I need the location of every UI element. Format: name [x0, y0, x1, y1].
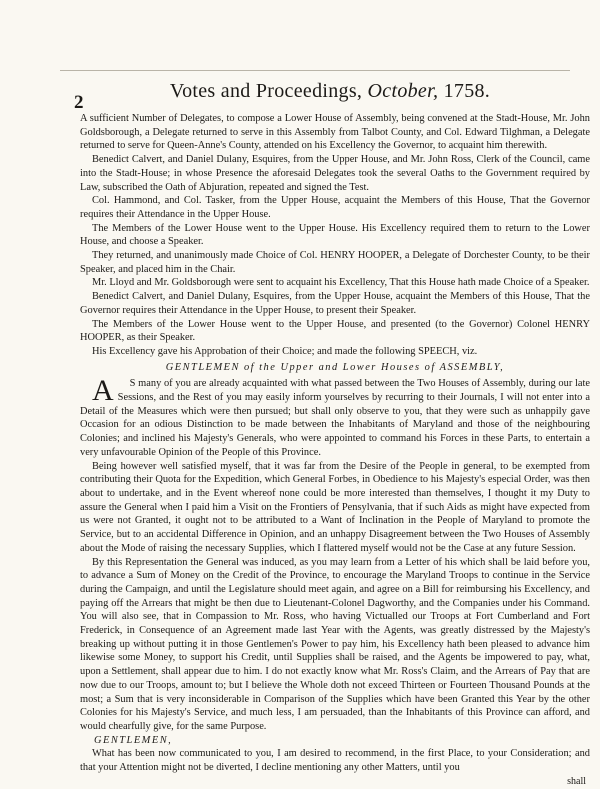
catchword: shall: [567, 776, 586, 787]
speech-first-text: S many of you are already acquainted with what passed between the Two Houses of Assembly, during our late Sessions, and the Rest of you may easily inform yourselves by recurring to their Journals, I will not enter into a Detail of the Measures which were then pursued; but shall only observe to you, that they were such as unhappily gave Occasion for an odious Distinction to be made between the Inhabitants of Maryland and those of the neighbouring Colonies; and inclined his Majesty's Generals, who were appointed to command his Forces in these Parts, to entertain a very unfavourable Opinion of the People of this Province.: [80, 378, 590, 458]
drop-cap: A: [92, 374, 114, 408]
title-month: October,: [367, 80, 439, 102]
paragraph: The Members of the Lower House went to the Upper House, and presented (to the Governor) Colonel HENRY HOOPER, as their Speaker.: [80, 318, 590, 344]
title-prefix: Votes and Proceedings,: [169, 80, 363, 102]
paragraph: Col. Hammond, and Col. Tasker, from the Upper House, acquaint the Members of this House, That the Governor requires their Attendance in the Upper House.: [80, 195, 590, 220]
speech-closing-paragraph: What has been now communicated to you, I am desired to recommend, in the first Place, to your Consideration; and that your Attention might not be diverted, I decline mentioning any other Matters, until you: [80, 748, 590, 774]
paragraph: Benedict Calvert, and Daniel Dulany, Esquires, from the Upper House, and Mr. John Ross, Clerk of the Council, came into the Stadt-House; in whose Presence the aforesaid Delegates took the several Oaths to the Government required by Law, subscribed the Oath of Abjuration, repeated and signed the Test.: [80, 154, 590, 193]
paragraph: Mr. Lloyd and Mr. Goldsborough were sent to acquaint his Excellency, That this House hath made Choice of a Speaker.: [92, 277, 590, 289]
paragraph: The Members of the Lower House went to the Upper House. His Excellency required them to return to the Lower House, and choose a Speaker.: [80, 222, 590, 248]
speech-subheading: GENTLEMEN,: [94, 734, 173, 746]
body-text: [80, 112, 590, 775]
speech-first-paragraph: [80, 374, 590, 459]
running-head: [150, 80, 510, 103]
paragraph: His Excellency gave his Approbation of their Choice; and made the following SPEECH, viz.: [92, 345, 478, 357]
paragraph: A sufficient Number of Delegates, to compose a Lower House of Assembly, being convened at the Stadt-House, Mr. John Goldsborough, a Delegate returned to serve in this Assembly from Talbot County, and Col. Edward Tilghman, a Delegate returned to serve for Queen-Anne's County, attended on his Excellency the Governor, to acquaint him therewith.: [80, 113, 590, 152]
paragraph: Benedict Calvert, and Daniel Dulany, Esquires, from the Upper House, acquaint the Members of this House, That the Governor requires their Attendance in the Upper House, to present their Speaker.: [80, 291, 590, 316]
page-number: 2: [74, 92, 84, 113]
speech-paragraph: By this Representation the General was induced, as you may learn from a Letter of his which shall be laid before you, to advance a Sum of Money on the Credit of the Province, to encourage the Maryland Troops to continue in the Service during the Campaign, and until the Legislature should meet again, and agree on a Bill for reimbursing his Excellency, and paying off the Arrears that might be then due to Lieutenant-Colonel Dagworthy, and the Companies under his Command. You will also see, that in Compassion to Mr. Ross, who having Victualled our Troops at Fort Cumberland and Fort Frederick, in Consequence of an Agreement made last Year with the Agents, was greatly distressed by the Majesty's breaking up without putting it in those Gentlemen's Power to pay him, his Excellency hath been pleased to advance him likewise some Money, to support his Credit, until Supplies shall be raised, and the Agents be impowered to pay, what, upon a Settlement, shall appear due to him. I do not exactly know what Mr. Ross's Claim, and the Arrears of Pay that are now due to our Troops, amount to; but I believe the Whole doth not exceed Thirteen or Fourteen Thousand Pounds at the most; a Sum that is very inconsiderable in Comparison of the Supplies which have been Granted this Year by the other Colonies for his Majesty's Service, and much less, I am persuaded, than the Inhabitants of this Province can afford, and would chearfully give, for the same Purpose.: [80, 556, 590, 732]
paragraph: They returned, and unanimously made Choice of Col. HENRY HOOPER, a Delegate of Dorchester County, to be their Speaker, and placed him in the Chair.: [80, 250, 590, 275]
title-year: 1758.: [443, 80, 491, 102]
speech-address: GENTLEMEN of the Upper and Lower Houses of ASSEMBLY,: [165, 361, 505, 373]
speech-paragraph: Being however well satisfied myself, that it was far from the Desire of the People in general, to be exempted from contributing their Quota for the Expedition, which General Forbes, in Obedience to his Majesty's especial Order, was then about to undertake, and in the Event whereof none could be more interested than themselves, I thought it my Duty to assure the General when I paid him a Visit on the Frontiers of Pensylvania, that if such Aids as might have expected from us were not Granted, it ought not to be attributed to a Want of Inclination in the People of Maryland to promote the Service, but to an accidental Difference in Opinion, and an unhappy Disagreement between the Two Houses of Assembly about the Mode of raising the necessary Supplies, which I flattered myself would not be the Case at any future Session.: [80, 460, 590, 554]
top-rule: [60, 70, 570, 71]
